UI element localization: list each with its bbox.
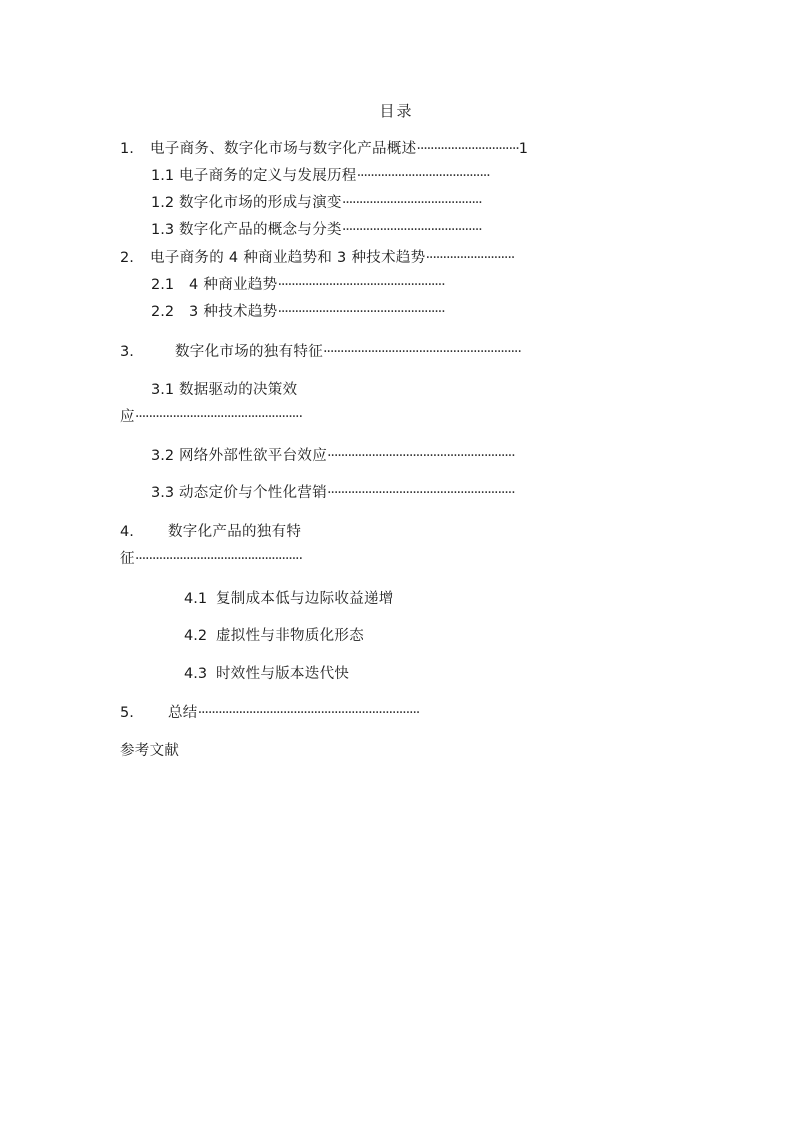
toc-entry-text: 时效性与版本迭代快 <box>216 666 350 682</box>
toc-entry-text: 数字化市场的形成与演变 <box>179 195 342 211</box>
toc-entry-text: 复制成本低与边际收益递增 <box>216 591 394 607</box>
toc-entry-text: 网络外部性欲平台效应 <box>179 448 327 464</box>
toc-entry-number: 4.2 <box>184 628 208 644</box>
toc-entry-4-wrap[interactable] <box>120 550 302 568</box>
toc-entry-leader: ······································· <box>356 168 490 184</box>
toc-entry-text: 电子商务、数字化市场与数字化产品概述 <box>150 141 417 157</box>
toc-entry-number: 3.1 <box>151 382 175 398</box>
toc-entry-number: 3. <box>120 344 134 360</box>
toc-entry-1-3[interactable] <box>151 221 482 239</box>
toc-entry-2-1[interactable] <box>151 276 445 294</box>
toc-entry-number: 4.3 <box>184 666 208 682</box>
toc-entry-text: 参考文献 <box>120 743 180 759</box>
toc-entry-text: 3 种技术趋势 <box>189 304 278 320</box>
toc-entry-5[interactable] <box>120 704 419 722</box>
toc-entry-number: 2. <box>120 250 134 266</box>
toc-entry-3[interactable] <box>120 343 521 361</box>
toc-entry-1[interactable] <box>120 140 528 158</box>
toc-entry-text: 数字化产品的独有特 <box>168 524 302 540</box>
toc-entry-text-wrap: 应 <box>120 409 135 425</box>
toc-entry-number: 2.2 <box>151 304 175 320</box>
toc-entry-2-2[interactable] <box>151 303 445 321</box>
toc-entry-leader: ········································· <box>341 195 482 211</box>
toc-entry-3-2[interactable] <box>151 447 515 465</box>
toc-entry-4-3[interactable] <box>184 665 349 683</box>
toc-entry-text: 数字化市场的独有特征 <box>175 344 323 360</box>
toc-entry-leader: ················································· <box>277 277 445 293</box>
toc-entry-references[interactable] <box>120 742 179 760</box>
toc-title: 目录 <box>379 102 414 120</box>
toc-entry-4[interactable] <box>120 523 301 541</box>
toc-entry-leader: ······················································· <box>327 485 515 501</box>
toc-entry-number: 5. <box>120 705 134 721</box>
toc-entry-number: 1.3 <box>151 222 175 238</box>
toc-entry-leader: ·························· <box>425 250 515 266</box>
toc-entry-3-1[interactable] <box>151 381 297 399</box>
toc-entry-page: 1 <box>518 141 529 157</box>
toc-entry-text: 动态定价与个性化营销 <box>179 485 327 501</box>
toc-entry-number: 1. <box>120 141 134 157</box>
toc-entry-leader: ················································· <box>277 304 445 320</box>
toc-entry-leader: ······························ <box>416 141 519 157</box>
toc-entry-leader: ·························································· <box>323 344 521 360</box>
toc-entry-text: 电子商务的定义与发展历程 <box>179 168 357 184</box>
toc-entry-number: 3.3 <box>151 485 175 501</box>
toc-entry-number: 1.2 <box>151 195 175 211</box>
toc-entry-number: 4. <box>120 524 134 540</box>
toc-entry-3-1-wrap[interactable] <box>120 408 302 426</box>
toc-entry-text-wrap: 征 <box>120 551 135 567</box>
toc-entry-text: 数字化产品的概念与分类 <box>179 222 342 238</box>
toc-entry-number: 1.1 <box>151 168 175 184</box>
toc-entry-text: 电子商务的 4 种商业趋势和 3 种技术趋势 <box>150 250 426 266</box>
toc-entry-4-2[interactable] <box>184 627 364 645</box>
toc-entry-1-1[interactable] <box>151 167 490 185</box>
toc-entry-4-1[interactable] <box>184 590 394 608</box>
toc-entry-number: 3.2 <box>151 448 175 464</box>
toc-entry-text: 总结 <box>168 705 198 721</box>
toc-entry-leader: ······················································· <box>327 448 515 464</box>
toc-entry-number: 4.1 <box>184 591 208 607</box>
toc-entry-leader: ················································· <box>134 551 302 567</box>
toc-entry-number: 2.1 <box>151 277 175 293</box>
toc-entry-3-3[interactable] <box>151 484 515 502</box>
toc-entry-text: 4 种商业趋势 <box>189 277 278 293</box>
toc-entry-2[interactable] <box>120 249 514 267</box>
toc-entry-1-2[interactable] <box>151 194 482 212</box>
toc-entry-leader: ················································· <box>134 409 302 425</box>
toc-entry-text: 数据驱动的决策效 <box>179 382 298 398</box>
toc-entry-leader: ········································· <box>341 222 482 238</box>
toc-entry-leader: ································································· <box>197 705 420 721</box>
toc-entry-text: 虚拟性与非物质化形态 <box>216 628 364 644</box>
